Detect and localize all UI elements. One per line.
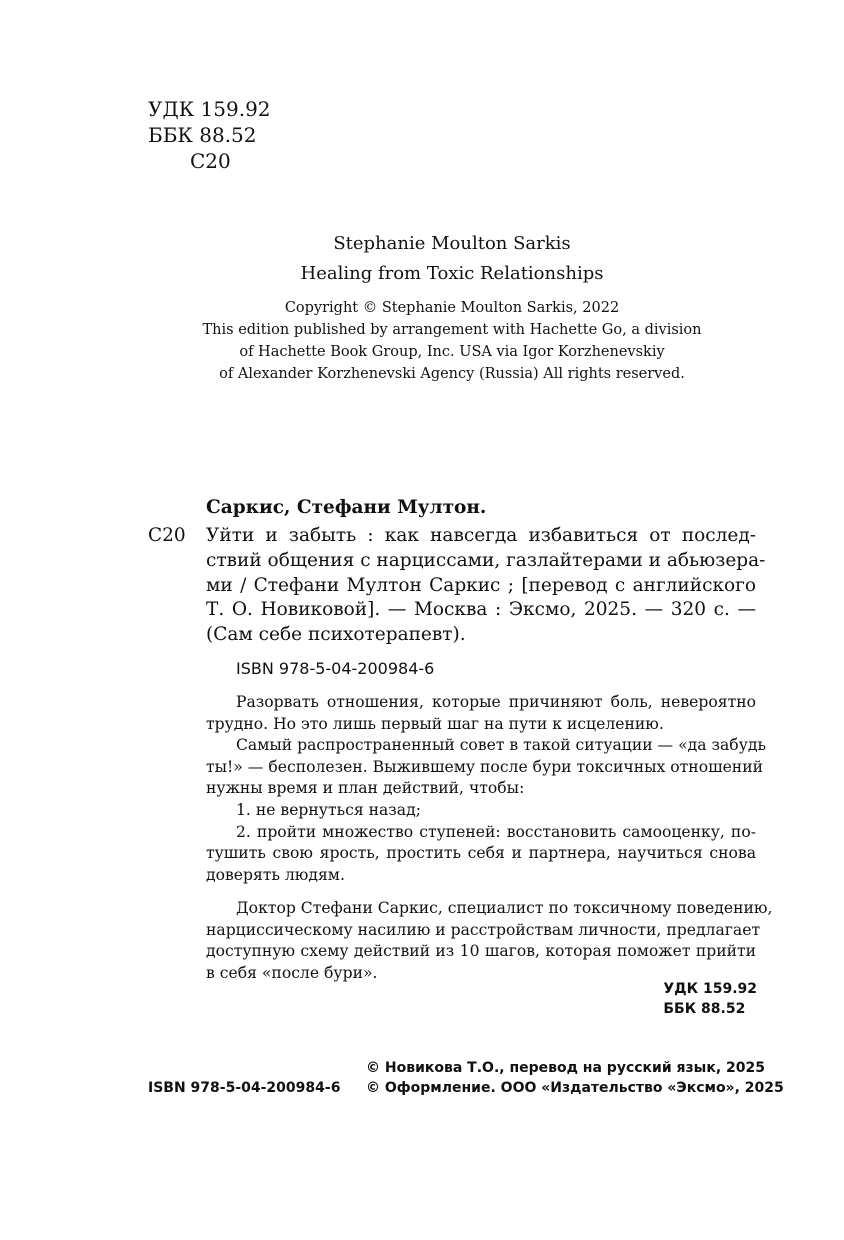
annotation-line: Самый распространенный совет в такой ситуации — «да забудь bbox=[236, 736, 766, 755]
annotation-block-1 bbox=[206, 692, 766, 886]
annotation-line: тушить свою ярость, простить себя и партнера, научиться снова bbox=[206, 844, 756, 863]
original-title: Healing from Toxic Relationships bbox=[300, 263, 604, 284]
classification-block bbox=[148, 96, 271, 174]
bbk-code: ББК 88.52 bbox=[148, 123, 257, 147]
russian-copyright bbox=[366, 1058, 784, 1098]
description-line: Т. О. Новиковой]. — Москва : Эксмо, 2025. — 320 с. — bbox=[206, 599, 756, 621]
annotation-line: Разорвать отношения, которые причиняют боль, невероятно bbox=[236, 693, 756, 711]
entry-description bbox=[206, 524, 766, 648]
annotation-line: доступную схему действий из 10 шагов, которая поможет прийти bbox=[206, 942, 756, 961]
annotation-line: в себя «после бури». bbox=[206, 963, 378, 982]
index-codes bbox=[663, 979, 757, 1019]
entry-author: Саркис, Стефани Мултон. bbox=[206, 497, 487, 518]
annotation-block-2 bbox=[206, 898, 773, 984]
description-line: ствий общения с нарциссами, газлайтерами и абьюзера- bbox=[206, 549, 766, 571]
udk-code: УДК 159.92 bbox=[148, 97, 271, 121]
copyright-line: Copyright © Stephanie Moulton Sarkis, 2022 bbox=[284, 300, 620, 316]
index-bbk: ББК 88.52 bbox=[663, 1001, 746, 1017]
copyright-translation: © Новикова Т.О., перевод на русский язык, 2025 bbox=[366, 1060, 765, 1076]
annotation-line: 1. не вернуться назад; bbox=[236, 800, 421, 819]
description-line: Уйти и забыть : как навсегда избавиться от послед- bbox=[206, 525, 756, 546]
description-line: ми / Стефани Мултон Саркис ; [перевод с английского bbox=[206, 574, 756, 596]
annotation-line: 2. пройти множество ступеней: восстановить самооценку, по- bbox=[236, 822, 756, 841]
annotation-line: доверять людям. bbox=[206, 865, 345, 884]
description-line: (Сам себе психотерапевт). bbox=[206, 624, 466, 646]
index-udk: УДК 159.92 bbox=[663, 981, 757, 997]
copyright-line: This edition published by arrangement with Hachette Go, a division bbox=[202, 322, 702, 338]
entry-isbn: ISBN 978-5-04-200984-6 bbox=[236, 659, 435, 678]
copyright-line: of Alexander Korzhenevski Agency (Russia) All rights reserved. bbox=[219, 366, 685, 382]
entry-code: С20 bbox=[148, 525, 186, 546]
annotation-line: ты!» — бесполезен. Выжившему после бури токсичных отношений bbox=[206, 757, 763, 776]
original-author: Stephanie Moulton Sarkis bbox=[333, 233, 571, 254]
author-mark: С20 bbox=[190, 149, 231, 173]
footer-isbn: ISBN 978-5-04-200984-6 bbox=[148, 1080, 341, 1096]
annotation-line: Доктор Стефани Саркис, специалист по токсичному поведению, bbox=[236, 899, 773, 917]
annotation-line: нарциссическому насилию и расстройствам личности, предлагает bbox=[206, 920, 761, 939]
copyright-design: © Оформление. ООО «Издательство «Эксмо», 2025 bbox=[366, 1080, 784, 1096]
annotation-line: трудно. Но это лишь первый шаг на пути к исцелению. bbox=[206, 714, 664, 733]
copyright-line: of Hachette Book Group, Inc. USA via Igor Korzhenevskiy bbox=[239, 344, 665, 360]
annotation-line: нужны время и план действий, чтобы: bbox=[206, 779, 525, 798]
original-copyright bbox=[150, 297, 754, 385]
